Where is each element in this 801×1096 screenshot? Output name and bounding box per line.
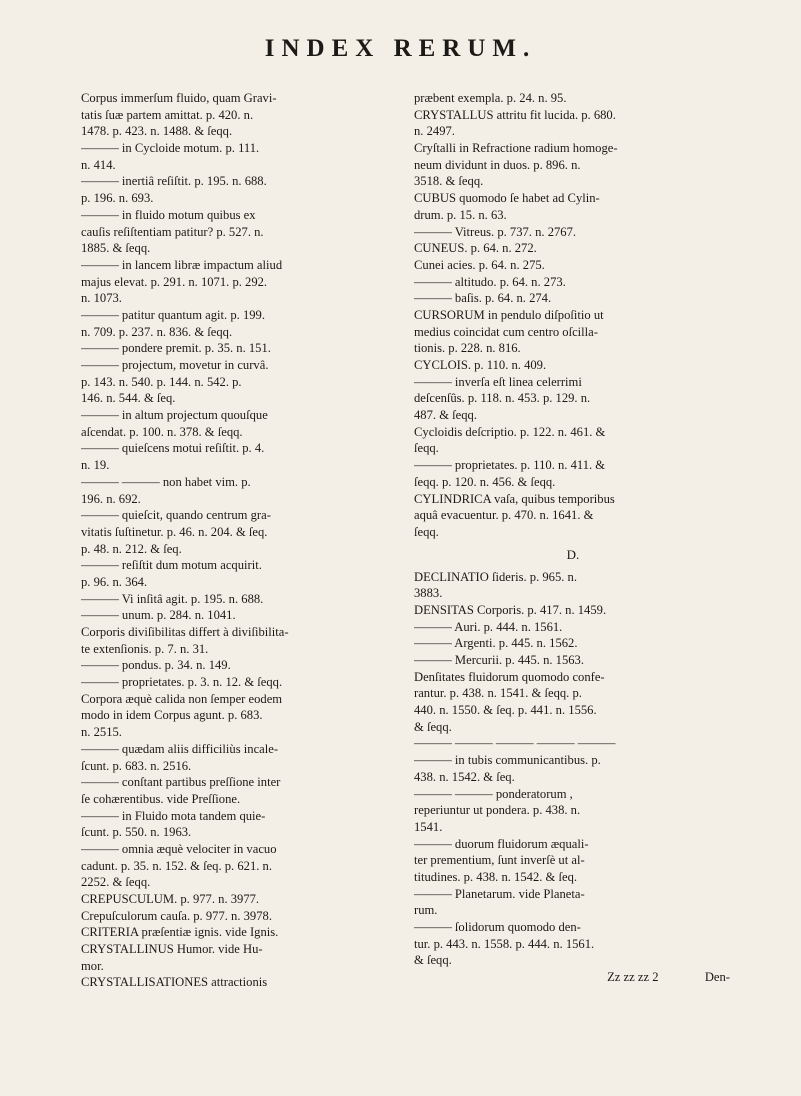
index-entry-line: 3883. [414,586,443,601]
index-entry-line: ——— duorum fluidorum æquali- [414,836,589,851]
index-entry-line: CRITERIA præſentiæ ignis. vide Ignis. [81,925,279,940]
index-entry-line: n. 2515. [81,725,122,740]
index-entry-line: Denſitates fluidorum quomodo confe- [414,669,605,684]
index-entry-line: ——— Argenti. p. 445. n. 1562. [414,636,578,651]
index-entry-line: n. 1073. [81,291,122,306]
index-entry-line: aquâ evacuentur. p. 470. n. 1641. & [414,508,594,523]
index-entry-line: ——— Vi inſitâ agit. p. 195. n. 688. [81,591,264,606]
index-entry-line: ——— quieſcit, quando centrum gra- [81,508,271,523]
index-entry-line: Cycloidis deſcriptio. p. 122. n. 461. & [414,424,606,439]
index-entry-line: ——— Mercurii. p. 445. n. 1563. [414,653,584,667]
index-entry-line: drum. p. 15. n. 63. [414,207,507,222]
index-entry-line: ——— in lancem libræ impactum aliud [81,257,283,272]
index-entry-line: ——— ——— ——— ——— ——— [414,736,616,751]
index-entry-line: CUBUS quomodo ſe habet ad Cylin- [414,191,600,206]
index-entry-line: mor. [81,958,104,973]
index-entry-line: reperiuntur ut pondera. p. 438. n. [414,803,581,818]
catchword: Den- [704,970,730,985]
index-entry-line: ——— proprietates. p. 110. n. 411. & [414,458,606,473]
index-entry-line: ſeqq. [414,524,439,539]
index-entry-line: te extenſionis. p. 7. n. 31. [81,641,209,656]
index-entry-line: ſcunt. p. 550. n. 1963. [81,825,192,840]
page-title: INDEX RERUM. [264,35,537,62]
index-entry-line: medius coincidat cum centro oſcilla- [414,324,598,339]
index-entry-line: Corpora æquè calida non ſemper eodem [81,691,283,706]
index-entry-line: ——— patitur quantum agit. p. 199. [81,307,265,322]
index-entry-line: cadunt. p. 35. n. 152. & ſeq. p. 621. n. [81,858,272,873]
index-entry-line: præbent exempla. p. 24. n. 95. [414,91,567,105]
index-entry-line: ——— quædam aliis difficiliùs incale- [81,741,279,756]
index-entry-line: ——— projectum, movetur in curvâ. [81,358,269,372]
index-entry-line: tur. p. 443. n. 1558. p. 444. n. 1561. [414,936,595,951]
signature-mark: Zz zz zz 2 [607,970,659,985]
footer-line [414,969,732,986]
section-letter: D. [566,546,580,562]
index-entry-line: p. 48. n. 212. & ſeq. [81,541,182,556]
index-entry-line: n. 709. p. 237. n. 836. & ſeqq. [81,324,233,339]
index-entry-line: ——— inverſa eſt linea celerrimi [414,374,582,389]
index-entry-line: CRYSTALLISATIONES attractionis [81,975,268,990]
index-entry-line: 3518. & ſeqq. [414,174,484,189]
index-entry-line: & ſeqq. [414,719,452,734]
index-entry-line: Cryſtalli in Refractione radium homoge- [414,141,618,156]
index-entry-line: ——— in Cycloide motum. p. 111. [81,141,260,156]
right-column-top [414,90,732,541]
index-entry-line: ——— Vitreus. p. 737. n. 2767. [414,224,577,239]
index-entry-line: ——— conſtant partibus preſſione inter [81,775,281,790]
index-entry-line: ——— inertiâ reſiſtit. p. 195. n. 688. [81,174,267,189]
index-entry-line: 146. n. 544. & ſeq. [81,391,176,406]
index-entry-line: rantur. p. 438. n. 1541. & ſeqq. p. [414,686,582,701]
index-entry-line: rum. [414,903,438,918]
index-entry-line: ——— pondere premit. p. 35. n. 151. [81,341,271,356]
index-entry-line: CUNEUS. p. 64. n. 272. [414,241,537,256]
index-entry-line: ——— in tubis communicantibus. p. [414,753,601,768]
index-entry-line: Cunei acies. p. 64. n. 275. [414,257,545,272]
index-entry-line: n. 414. [81,157,116,172]
index-entry-line: CRYSTALLUS attritu fit lucida. p. 680. [414,107,616,122]
index-entry-line: 487. & ſeqq. [414,408,477,423]
index-entry-line: p. 143. n. 540. p. 144. n. 542. p. [81,374,242,389]
index-entry-line: ——— reſiſtit dum motum acquirit. [81,558,262,573]
index-entry-line: ——— ——— ponderatorum , [414,786,573,801]
index-entry-line: Corpus immerſum fluido, quam Gravi- [81,91,277,105]
index-entry-line: titudines. p. 438. n. 1542. & ſeq. [414,869,578,884]
index-entry-line: ——— omnia æquè velociter in vacuo [81,841,277,856]
index-entry-line: n. 2497. [414,124,455,139]
index-entry-line: & ſeqq. [414,953,452,968]
index-entry-line: CURSORUM in pendulo diſpoſitio ut [414,307,604,322]
index-entry-line: ——— pondus. p. 34. n. 149. [81,658,231,673]
index-entry-line: ſe cohærentibus. vide Preſſione. [81,791,241,806]
index-entry-line: ——— Auri. p. 444. n. 1561. [414,619,563,634]
index-entry-line: ſcunt. p. 683. n. 2516. [81,758,192,773]
index-entry-line: p. 196. n. 693. [81,191,154,206]
index-entry-line: aſcendat. p. 100. n. 378. & ſeqq. [81,424,243,439]
index-entry-line: modo in idem Corpus agunt. p. 683. [81,708,263,723]
index-entry-line: tionis. p. 228. n. 816. [414,341,521,356]
index-entry-line: ——— quieſcens motui reſiſtit. p. 4. [81,441,265,456]
index-entry-line: ſeqq. p. 120. n. 456. & ſeqq. [414,474,556,489]
index-entry-line: cauſis reſiſtentiam patitur? p. 527. n. [81,224,264,239]
index-entry-line: CYCLOIS. p. 110. n. 409. [414,358,547,372]
index-entry-line: CRYSTALLINUS Humor. vide Hu- [81,942,263,957]
index-entry-line: ter prementium, ſunt inverſè ut al- [414,853,585,868]
index-entry-line: ——— altitudo. p. 64. n. 273. [414,274,566,289]
index-entry-line: Corporis diviſibilitas differt à diviſibilita- [81,625,289,639]
index-entry-line: ——— ſolidorum quomodo den- [414,920,581,934]
index-entry-line: vitatis ſuſtinetur. p. 46. n. 204. & ſeq. [81,524,268,539]
right-column [414,90,732,986]
index-entry-line: ——— in altum projectum quouſque [81,408,268,423]
index-entry-line: neum dividunt in duos. p. 896. n. [414,157,581,172]
index-entry-line: DECLINATIO ſideris. p. 965. n. [414,569,577,584]
index-entry-line: 1885. & ſeqq. [81,241,151,256]
index-entry-line: ——— Planetarum. vide Planeta- [414,886,585,901]
index-entry-line: ——— proprietates. p. 3. n. 12. & ſeqq. [81,675,283,690]
index-entry-line: 438. n. 1542. & ſeq. [414,769,515,784]
index-entry-line: majus elevat. p. 291. n. 1071. p. 292. [81,274,268,289]
index-entry-line: CREPUSCULUM. p. 977. n. 3977. [81,892,260,906]
index-entry-line: ——— in fluido motum quibus ex [81,207,256,222]
index-entry-line: 1478. p. 423. n. 1488. & ſeqq. [81,124,233,139]
index-entry-line: ſeqq. [414,441,439,456]
right-column-bottom [414,569,732,970]
index-entry-line: ——— baſis. p. 64. n. 274. [414,291,552,306]
index-entry-line: 196. n. 692. [81,491,141,506]
index-entry-line: tatis ſuæ partem amittat. p. 420. n. [81,107,254,122]
index-entry-line: p. 96. n. 364. [81,574,148,589]
index-entry-line: 1541. [414,819,443,834]
index-entry-line: Crepuſculorum cauſa. p. 977. n. 3978. [81,908,272,923]
index-entry-line: n. 19. [81,458,110,473]
index-entry-line: 2252. & ſeqq. [81,875,151,890]
index-entry-line: DENSITAS Corporis. p. 417. n. 1459. [414,602,607,617]
index-entry-line: 440. n. 1550. & ſeq. p. 441. n. 1556. [414,703,597,718]
index-entry-line: CYLINDRICA vaſa, quibus temporibus [414,491,615,506]
index-entry-line: ——— ——— non habet vim. p. [81,474,251,489]
left-column [81,90,391,991]
index-entry-line: ——— unum. p. 284. n. 1041. [81,608,236,623]
index-entry-line: ——— in Fluido mota tandem quie- [81,808,266,823]
index-entry-line: deſcenſûs. p. 118. n. 453. p. 129. n. [414,391,591,406]
